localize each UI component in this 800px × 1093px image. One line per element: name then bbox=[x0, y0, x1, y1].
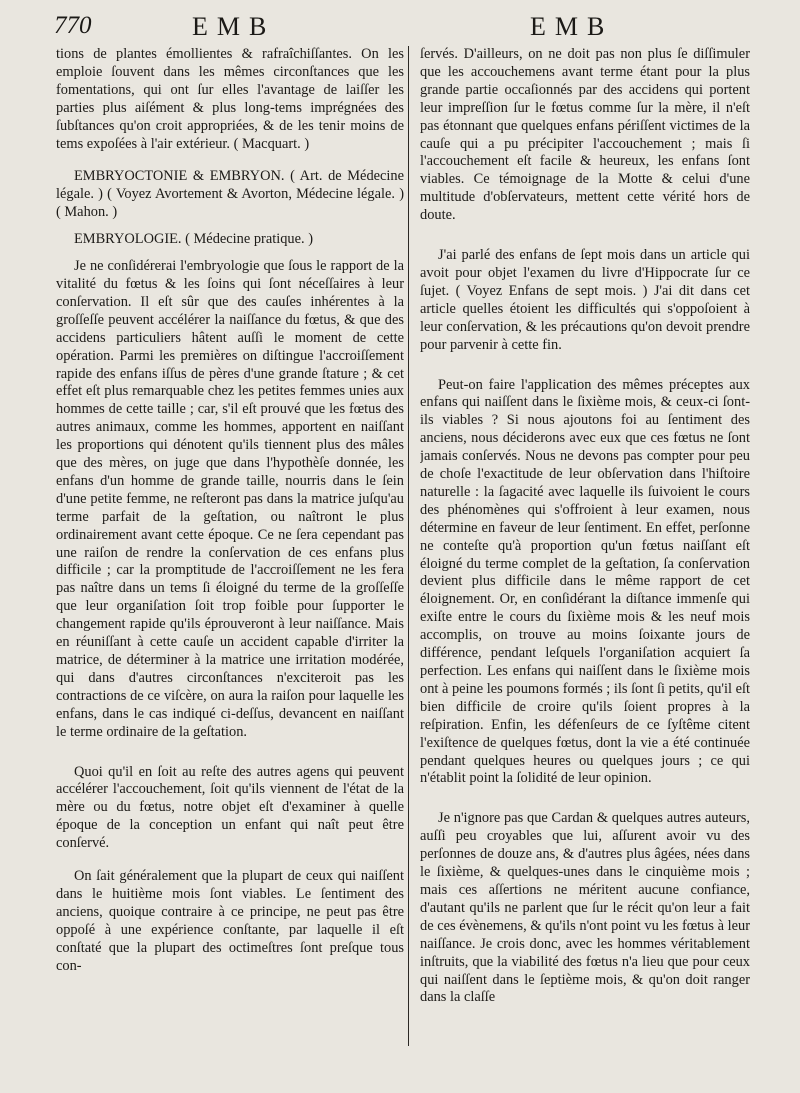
paragraph: tions de plantes émollientes & rafraîchiſſantes. On les emploie ſouvent dans les mêmes circonſtances que les fomentations, qui ont ſur elles l'avantage de laiſſer les parties plus aiſément & plus long-tems imprégnées des ſubſtances qu'on croit appropriées, & de les tenir moins de tems expoſées à l'air extérieur. ( Macquart. ) bbox=[56, 46, 404, 152]
column-divider bbox=[408, 46, 409, 1046]
running-header bbox=[54, 12, 770, 42]
paragraph: Quoi qu'il en ſoit au reſte des autres agens qui peuvent accélérer l'accouchement, ſoit qu'ils viennent de l'état de la mère ou du fœtus, notre objet eſt d'examiner à quelle époque de la conception un enfant qui naît peut être conſervé. bbox=[56, 763, 404, 852]
left-running-head: EMB bbox=[192, 12, 276, 41]
right-running-head: EMB bbox=[530, 12, 614, 41]
entry-embryoctonie: EMBRYOCTONIE & EMBRYON. ( Art. de Médecine légale. ) ( Voyez Avortement & Avorton, Médecine légale. ) ( Mahon. ) bbox=[56, 168, 404, 221]
paragraph: ſervés. D'ailleurs, on ne doit pas non plus ſe diſſimuler que les accouchemens avant terme étant pour la plus grande partie occaſionnés par des accidens qui portent leur impreſſion ſur le fœtus comme ſur la mère, il n'eſt pas étonnant que quelques enfans périſſent victimes de la cauſe qui a pu précipiter l'accouchement ; mais ſi l'accouchement eſt facile & heureux, les enfans ſont viables. Ce témoignage de la Motte & celui d'une multitude d'obſervateurs, mettent cette vérité hors de doute. bbox=[420, 46, 750, 224]
left-column bbox=[56, 46, 404, 1046]
paragraph: Je n'ignore pas que Cardan & quelques autres auteurs, auſſi peu croyables que lui, aſſurent avoir vu des perſonnes de douze ans, & d'autres plus âgées, nées dans le ſixième, & quelques-unes dans le cinquième mois ; mais ces aſſertions ne méritent aucune confiance, d'autant qu'ils ne parlent que ſur le récit qu'on leur a fait de ces évènemens, & qu'ils n'ont point vu les fœtus à leur naiſſance. Je crois donc, avec les hommes véritablement inſtruits, que la viabilité des fœtus n'a lieu que pour ceux qui naiſſent dans le ſeptième mois, & qu'on doit ranger dans la claſſe bbox=[420, 810, 750, 1006]
page-number: 770 bbox=[54, 12, 92, 39]
paragraph: Je ne conſidérerai l'embryologie que ſous le rapport de la vitalité du fœtus & les ſoins qui ſont néceſſaires à leur conſervation. Il eſt sûr que des cauſes inhérentes à la groſſeſſe peuvent accélérer la naiſſance du fœtus, & que des accidens particuliers hâtent auſſi le moment de cette opération. Parmi les premières on diſtingue l'accroiſſement rapide des enfans iſſus de pères d'une grande ſtature ; & cet effet eſt plus remarquable chez les petites femmes unies aux hommes de cette taille ; car, s'il eſt prouvé que les fœtus des autres animaux, comme les hommes, apportent en naiſſant les proportions qui dénotent qu'ils tiennent plus des mâles que des mères, on juge que dans l'hypothèſe donnée, les enfans d'un homme de grande taille, nourris dans le ſein d'une petite femme, ne reſteront pas dans la matrice juſqu'au terme parfait de la geſtation, ou naîtront le plus ordinairement avant cette époque. Ce ne ſera cependant pas une raiſon de rendre la conſervation de ces enfans plus difficile ; car la promptitude de l'accroiſſement ne les fera pas naître dans un tems ſi éloigné du terme de la groſſeſſe que leur organiſation ſoit trop foible pour ſupporter le changement rapide qu'ils éprouveront à leur naiſſance. Mais en réuniſſant à cette cauſe un accident capable d'irriter la matrice, de déterminer à la matrice une irritation modérée, qui dans d'autres circonſtances n'exciteroit pas les contractions de ce viſcère, on aura la raiſon pour laquelle les enfans, dans le cas indiqué ci-deſſus, devancent en naiſſant le terme ordinaire de la geſtation. bbox=[56, 258, 404, 740]
right-column bbox=[420, 46, 750, 1046]
paragraph: J'ai parlé des enfans de ſept mois dans un article qui avoit pour objet l'examen du livre d'Hippocrate ſur ce ſujet. ( Voyez Enfans de sept mois. ) J'ai dit dans cet article quelles étoient les difficultés qui s'oppoſoient à leur conſervation, & les précautions qu'on devoit prendre pour parvenir à cette fin. bbox=[420, 247, 750, 353]
paragraph: Peut-on faire l'application des mêmes préceptes aux enfans qui naiſſent dans le ſixième mois, & ceux-ci ſont-ils viables ? Si nous ajoutons foi au ſentiment des anciens, nous déciderons avec eux que ces fœtus ne ſont jamais conſervés. Nous ne devons pas compter pour peu de choſe l'exactitude de leur obſervation dans l'hiſtoire naturelle : la ſagacité avec laquelle ils ſuivoient le cours des phénomènes qui s'offroient à leur examen, nous détermine en faveur de leur ſentiment. En effet, perſonne ne conteſte qu'à proportion qu'un fœtus naiſſant eſt éloigné du terme complet de la geſtation, ſa conſervation devient plus difficile dans le même rapport de cet éloignement. Or, en conſidérant la diſtance immenſe qui exiſte entre le cours du ſixième mois & les neuf mois accomplis, on trouve au moins ſoixante jours de différence, pendant leſquels l'organiſation acquiert ſa perfection. Les enfans qui naiſſent dans le ſixième mois ont à peine les poumons formés ; ils ſont ſi petits, qu'il eſt bien difficile de croire qu'ils ſoient propres à la reſpiration. Enfin, les défenſeurs de ce ſyſtême citent l'exiſtence de quelques fœtus, dont la vie a été continuée pendant quelques heures ou quelques jours ; ce qui n'établit point la ſolidité de leur opinion. bbox=[420, 376, 750, 787]
paragraph: On ſait généralement que la plupart de ceux qui naiſſent dans le huitième mois ſont viables. Le ſentiment des anciens, quoique contraire à ce principe, ne peut pas être oppoſé à une expérience conſtante, par laquelle il eſt conſtaté que la plupart des octimeſtres ſont preſque tous con- bbox=[56, 868, 404, 974]
entry-embryologie: EMBRYOLOGIE. ( Médecine pratique. ) bbox=[74, 231, 313, 248]
